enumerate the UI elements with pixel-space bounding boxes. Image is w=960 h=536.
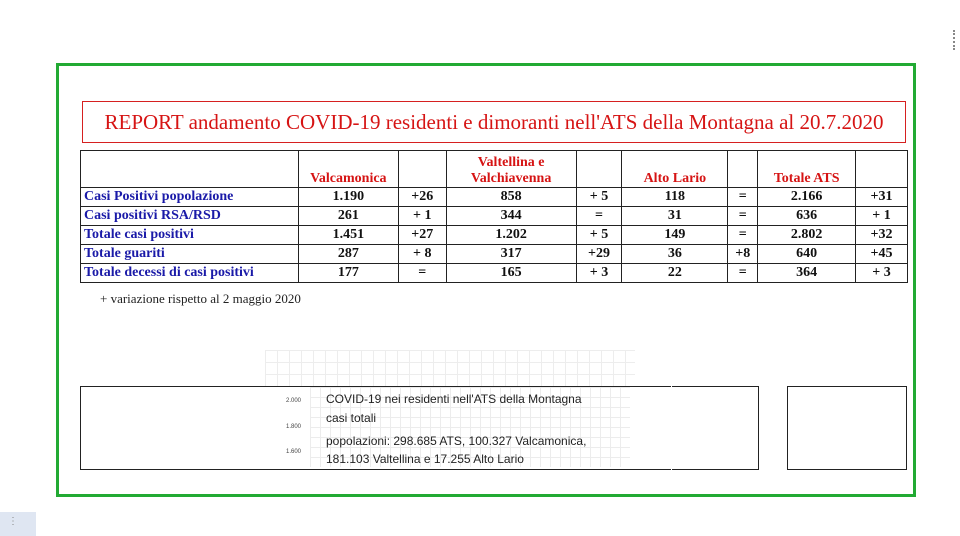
table-cell: 1.202 [446, 226, 576, 245]
side-panel [787, 386, 907, 470]
table-cell: + 3 [856, 264, 908, 283]
table-cell: +45 [856, 245, 908, 264]
header-totale-ats: Totale ATS [758, 151, 856, 188]
table-cell: 31 [622, 207, 728, 226]
scroll-marker [953, 30, 958, 50]
table-cell: = [398, 264, 446, 283]
table-cell: + 5 [576, 188, 622, 207]
table-cell: +31 [856, 188, 908, 207]
table-cell: = [728, 226, 758, 245]
table-cell: + 3 [576, 264, 622, 283]
table-cell: 149 [622, 226, 728, 245]
chart-panel-extension [672, 386, 759, 470]
header-cell [81, 151, 299, 188]
chart-title-line2: casi totali [326, 411, 377, 425]
table-cell: 177 [298, 264, 398, 283]
table-row [81, 188, 908, 207]
header-cell [856, 151, 908, 188]
header-cell [576, 151, 622, 188]
table-cell: + 5 [576, 226, 622, 245]
header-alto-lario: Alto Lario [622, 151, 728, 188]
row-label: Casi positivi RSA/RSD [81, 207, 299, 226]
table-cell: +27 [398, 226, 446, 245]
row-label: Casi Positivi popolazione [81, 188, 299, 207]
table-cell: 118 [622, 188, 728, 207]
table-cell: 22 [622, 264, 728, 283]
y-tick-label: 1.600 [286, 449, 302, 455]
table-cell: 287 [298, 245, 398, 264]
header-valcamonica: Valcamonica [298, 151, 398, 188]
slide-thumbnail-icon[interactable] [0, 512, 36, 536]
header-cell [728, 151, 758, 188]
table-cell: = [728, 188, 758, 207]
table-cell: 2.802 [758, 226, 856, 245]
table-cell: 165 [446, 264, 576, 283]
table-cell: +32 [856, 226, 908, 245]
table-cell: +29 [576, 245, 622, 264]
table-cell: 1.190 [298, 188, 398, 207]
table-row [81, 207, 908, 226]
table-cell: 858 [446, 188, 576, 207]
table-cell: 36 [622, 245, 728, 264]
table-cell: + 8 [398, 245, 446, 264]
y-tick-label: 1.800 [286, 424, 302, 430]
table-cell: 364 [758, 264, 856, 283]
table-cell: 636 [758, 207, 856, 226]
row-label: Totale guariti [81, 245, 299, 264]
report-title [82, 101, 906, 143]
table-cell: 261 [298, 207, 398, 226]
table-cell: 1.451 [298, 226, 398, 245]
report-title-text: REPORT andamento COVID-19 residenti e dimoranti nell'ATS della Montagna al 20.7.2020 [104, 109, 884, 134]
table-cell: 344 [446, 207, 576, 226]
chart-population-line1: popolazioni: 298.685 ATS, 100.327 Valcamonica, [326, 434, 587, 448]
chart-population-line2: 181.103 Valtellina e 17.255 Alto Lario [326, 452, 524, 466]
row-label: Totale casi positivi [81, 226, 299, 245]
table-cell: +8 [728, 245, 758, 264]
table-cell: = [728, 264, 758, 283]
table-cell: = [728, 207, 758, 226]
report-table [80, 150, 908, 283]
table-cell: + 1 [398, 207, 446, 226]
table-row [81, 226, 908, 245]
table-cell: + 1 [856, 207, 908, 226]
variation-note: + variazione rispetto al 2 maggio 2020 [100, 291, 301, 306]
header-valtellina: Valtellina e Valchiavenna [446, 151, 576, 188]
thumbnail-glyph-icon: ⋮ [8, 516, 18, 527]
header-cell [398, 151, 446, 188]
y-tick-label: 2.000 [286, 398, 302, 404]
table-cell: 317 [446, 245, 576, 264]
table-cell: = [576, 207, 622, 226]
table-row [81, 264, 908, 283]
table-cell: +26 [398, 188, 446, 207]
table-cell: 2.166 [758, 188, 856, 207]
table-row [81, 245, 908, 264]
table-cell: 640 [758, 245, 856, 264]
table-header-row [81, 151, 908, 188]
chart-title-line1: COVID-19 nei residenti nell'ATS della Montagna [326, 392, 582, 406]
row-label: Totale decessi di casi positivi [81, 264, 299, 283]
